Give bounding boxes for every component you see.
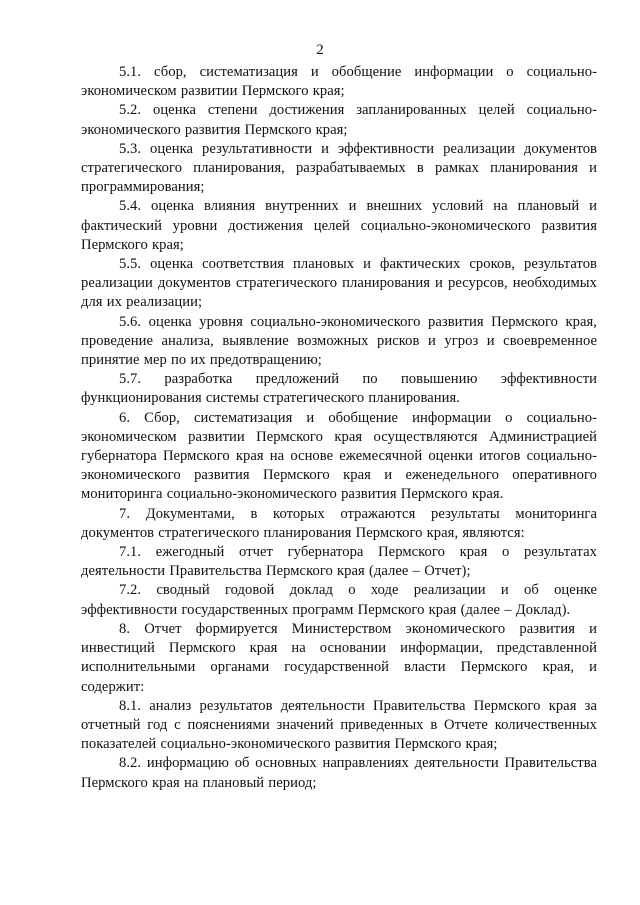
paragraph-6: 6. Сбор, систематизация и обобщение информации о социально-экономическом развитии Пермского края осуществляются Администрацией губернатора Пермского края на основе ежемесячной оценки итогов социально-экономического развития Пермского края и еженедельного оперативного мониторинга социально-экономического развития Пермского края. xyxy=(81,409,597,503)
paragraph-5-3: 5.3. оценка результативности и эффективности реализации документов стратегического планирования, разрабатываемых в рамках планирования и программирования; xyxy=(81,140,597,196)
paragraph-8-1: 8.1. анализ результатов деятельности Правительства Пермского края за отчетный год с пояснениями значений приведенных в Отчете количественных показателей социально-экономического развития Пермского края; xyxy=(81,697,597,753)
page-number: 2 xyxy=(316,42,324,58)
paragraph-5-4: 5.4. оценка влияния внутренних и внешних условий на плановый и фактический уровни достижения целей социально-экономического развития Пермского края; xyxy=(81,198,597,253)
paragraph-5-2: 5.2. оценка степени достижения запланированных целей социально-экономического развития Пермского края; xyxy=(81,102,597,138)
paragraph-8: 8. Отчет формируется Министерством экономического развития и инвестиций Пермского края на основании информации, представленной исполнительными органами государственной власти Пермского края, и содержит: xyxy=(81,620,597,695)
paragraph-8-2: 8.2. информацию об основных направлениях деятельности Правительства Пермского края на плановый период; xyxy=(81,755,597,791)
paragraph-5-1: 5.1. сбор, систематизация и обобщение информации о социально-экономическом развитии Пермского края; xyxy=(81,64,597,100)
paragraph-7: 7. Документами, в которых отражаются результаты мониторинга документов стратегического планирования Пермского края, являются: xyxy=(81,505,597,541)
document-body xyxy=(81,63,597,793)
paragraph-5-6: 5.6. оценка уровня социально-экономического развития Пермского края, проведение анализа, выявление возможных рисков и угроз и своевременное принятие мер по их предотвращению; xyxy=(81,313,597,369)
paragraph-5-5: 5.5. оценка соответствия плановых и фактических сроков, результатов реализации документов стратегического планирования и ресурсов, необходимых для их реализации; xyxy=(81,256,597,311)
paragraph-7-2: 7.2. сводный годовой доклад о ходе реализации и об оценке эффективности государственных программ Пермского края (далее – Доклад). xyxy=(81,582,597,618)
paragraph-7-1: 7.1. ежегодный отчет губернатора Пермского края о результатах деятельности Правительства Пермского края (далее – Отчет); xyxy=(81,544,597,580)
paragraph-5-7: 5.7. разработка предложений по повышению эффективности функционирования системы стратегического планирования. xyxy=(81,371,597,407)
